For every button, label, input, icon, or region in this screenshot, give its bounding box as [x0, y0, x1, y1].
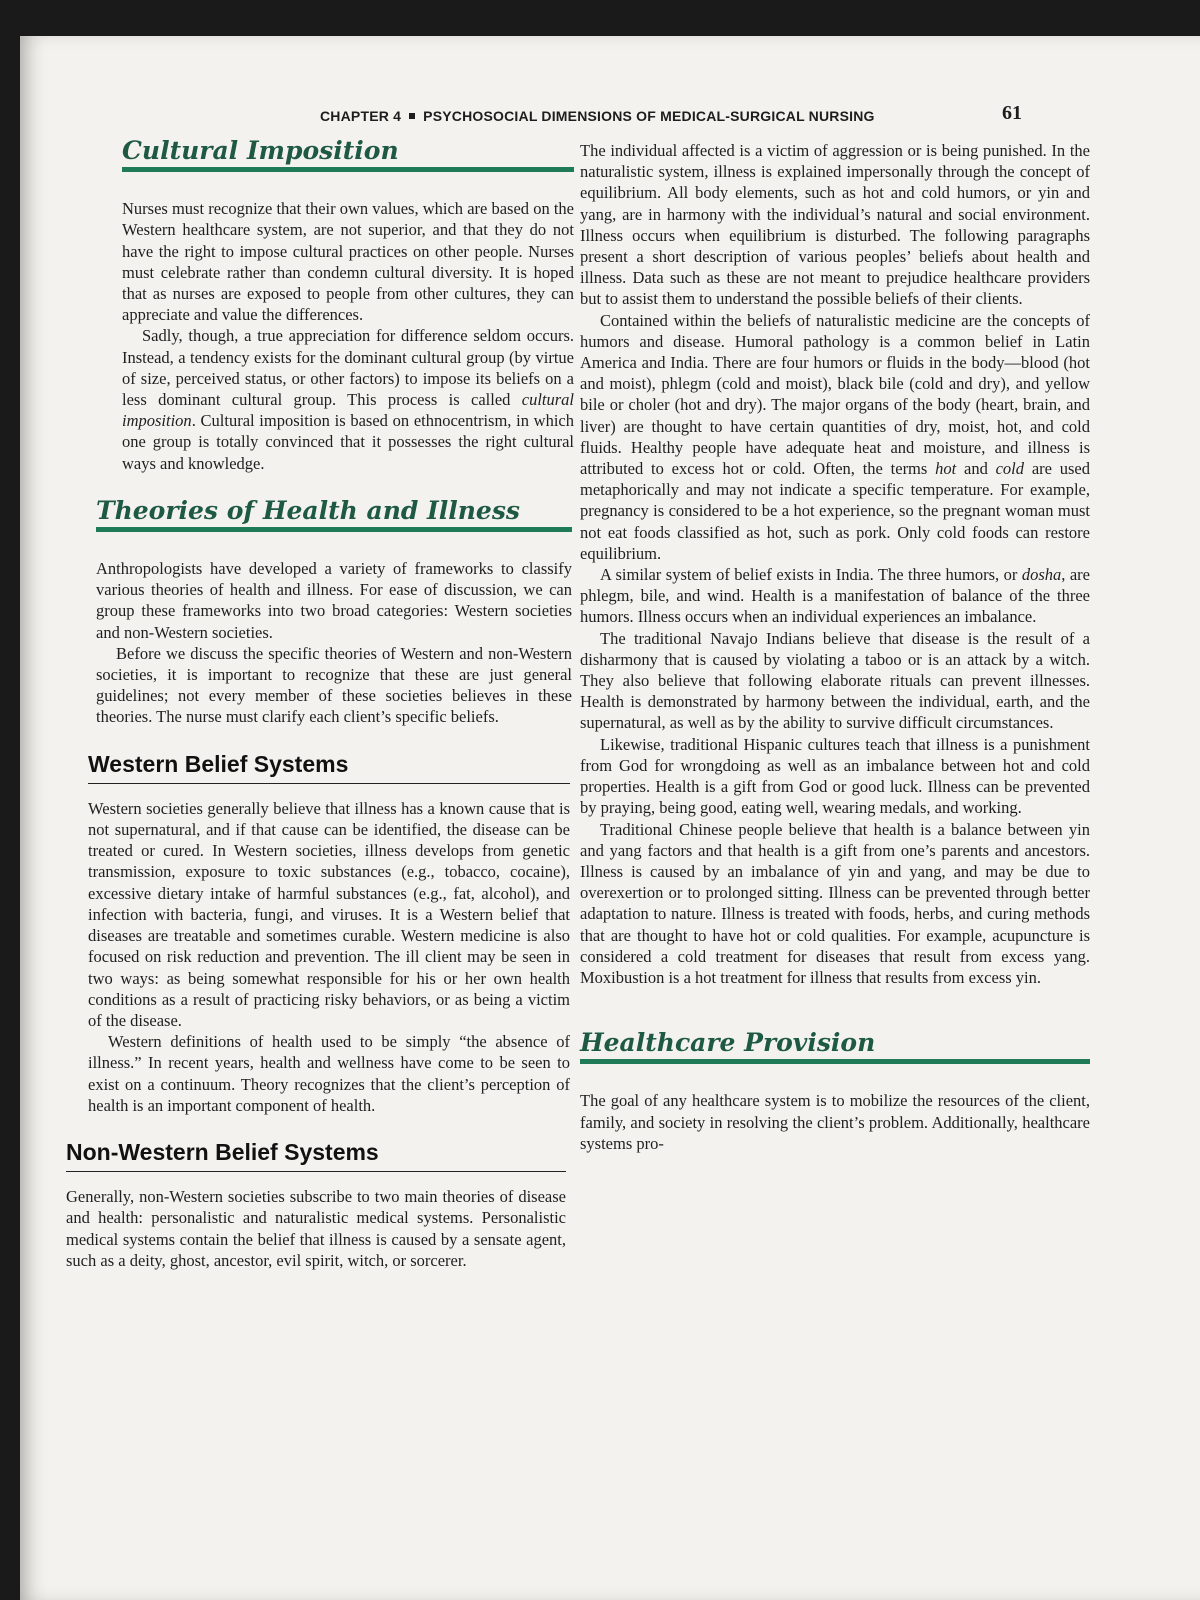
- paragraph: Nurses must recognize that their own values, which are based on the Western healthcare system, are not superior, and that they do not have the right to impose cultural practices on other people. Nurses must celebrate rather than condemn cultural diversity. It is hoped that as nurses are exposed to people from other cultures, they can appreciate and value the differences.: [122, 199, 574, 325]
- paragraph: Western societies generally believe that illness has a known cause that is not supernatural, and if that cause can be identified, the disease can be treated or cured. In Western societies, illness develops from genetic transmission, exposure to toxic substances (e.g., tobacco, cocaine), excessive dietary intake of harmful substances (e.g., fat, alcohol), and infection with bacteria, fungi, and viruses. It is a Western belief that diseases are treatable and sometimes curable. Western medicine is also focused on risk reduction and prevention. The ill client may be seen in two ways: as being somewhat responsible for his or her own health conditions as a result of practicing risky behaviors, or as being a victim of the disease.: [88, 798, 570, 1030]
- section-non-western: [66, 1138, 566, 1271]
- section-theories: [96, 495, 572, 728]
- paragraph: The traditional Navajo Indians believe that disease is the result of a disharmony that is caused by violating a taboo or is an attack by a witch. They also believe that following elaborate rituals can prevent illnesses. Health is demonstrated by harmony between the individual, earth, and the supernatural, as well as by the ability to survive difficult circumstances.: [580, 628, 1090, 733]
- paragraph: Anthropologists have developed a variety of frameworks to classify various theories of health and illness. For ease of discussion, we can group these frameworks into two broad categories: Western societies and non-Western societies.: [96, 559, 572, 642]
- paragraph: Generally, non-Western societies subscribe to two main theories of disease and health: personalistic and naturalistic medical systems. Personalistic medical systems contain the belief that illness is caused by a sensate agent, such as a deity, ghost, ancestor, evil spirit, witch, or sorcerer.: [66, 1187, 566, 1270]
- separator-square: [409, 113, 415, 119]
- term-dosha: dosha: [1021, 565, 1062, 585]
- paragraph: A similar system of belief exists in India. The three humors, or dosha, are phlegm, bile, and wind. Health is a manifestation of balance of the three humors. Illness occurs when an individual experiences an imbalance.: [580, 565, 1090, 627]
- chapter-label: CHAPTER 4: [320, 108, 402, 124]
- page-number: 61: [1002, 102, 1022, 124]
- chapter-title: PSYCHOSOCIAL DIMENSIONS OF MEDICAL-SURGICAL NURSING: [423, 108, 875, 124]
- heading-cultural-imposition: Cultural Imposition: [122, 140, 574, 172]
- section-cultural-imposition: [122, 136, 574, 474]
- heading-non-western: Non-Western Belief Systems: [66, 1142, 566, 1172]
- paragraph: Likewise, traditional Hispanic cultures teach that illness is a punishment from God for wrongdoing as well as an imbalance between hot and cold properties. Health is a gift from God or good luck. Illness can be prevented by praying, being good, eating well, wearing medals, and working.: [580, 734, 1090, 818]
- paragraph: Contained within the beliefs of naturalistic medicine are the concepts of humors and disease. Humoral pathology is a common belief in Latin America and India. There are four humors or fluids in the body—blood (hot and moist), phlegm (cold and moist), black bile (cold and dry), and yellow bile or choler (hot and dry). The major organs of the body (heart, brain, and liver) are thought to have certain quantities of dry, moist, hot, and cold fluids. Healthy people have adequate heat and moisture, and illness is attributed to excess hot or cold. Often, the terms hot and cold are used metaphorically and may not indicate a specific temperature. For example, pregnancy is considered to be a hot experience, so the pregnant woman must not eat foods classified as hot, such as pork. Only cold foods can restore equilibrium.: [580, 310, 1090, 563]
- term-cultural-imposition: cultural imposition: [122, 390, 574, 431]
- paragraph: Traditional Chinese people believe that health is a balance between yin and yang factors and that health is a gift from one’s parents and ancestors. Illness is caused by an imbalance of yin and yang, and may be due to overexertion or to prolonged sitting. Illness can be prevented through better adaptation to nature. Illness is treated with foods, herbs, and curing methods that are thought to have hot or cold qualities. For example, acupuncture is considered a cold treatment for diseases that result from excess yang. Moxibustion is a hot treatment for illness that results from excess yin.: [580, 819, 1090, 987]
- paragraph: Sadly, though, a true appreciation for difference seldom occurs. Instead, a tendency exists for the dominant cultural group (by virtue of size, perceived status, or other factors) to impose its beliefs on a less dominant cultural group. This process is called cultural imposition. Cultural imposition is based on ethnocentrism, in which one group is totally convinced that it possesses the right cultural ways and knowledge.: [122, 326, 574, 473]
- term-cold: cold: [995, 459, 1025, 479]
- left-column: [66, 136, 574, 1271]
- paragraph: Before we discuss the specific theories of Western and non-Western societies, it is important to recognize that these are just general guidelines; not every member of these societies believes in these theories. The nurse must clarify each client’s specific beliefs.: [96, 643, 572, 727]
- heading-healthcare-provision: Healthcare Provision: [580, 1032, 1090, 1064]
- section-western: [88, 750, 570, 1116]
- paragraph: Western definitions of health used to be simply “the absence of illness.” In recent years, health and wellness have come to be seen to exist on a continuum. Theory recognizes that the client’s perception of health is an important component of health.: [88, 1032, 570, 1115]
- heading-theories: Theories of Health and Illness: [96, 500, 572, 532]
- book-page: [20, 36, 1200, 1600]
- right-column: [580, 140, 1090, 1154]
- paragraph: The individual affected is a victim of aggression or is being punished. In the naturalistic system, illness is explained impersonally through the concept of equilibrium. All body elements, such as hot and cold humors, or yin and yang, are in harmony with the individual’s natural and social environment. Illness occurs when equilibrium is disturbed. The following paragraphs present a short description of various peoples’ beliefs about health and illness. Data such as these are not meant to prejudice healthcare providers but to assist them to understand the possible beliefs of their clients.: [580, 141, 1090, 309]
- heading-western: Western Belief Systems: [88, 754, 570, 784]
- section-healthcare-provision: [580, 1028, 1090, 1154]
- term-hot: hot: [935, 459, 957, 479]
- running-head: [320, 108, 875, 124]
- paragraph: The goal of any healthcare system is to mobilize the resources of the client, family, and society in resolving the client’s problem. Additionally, healthcare systems pro-: [580, 1091, 1090, 1153]
